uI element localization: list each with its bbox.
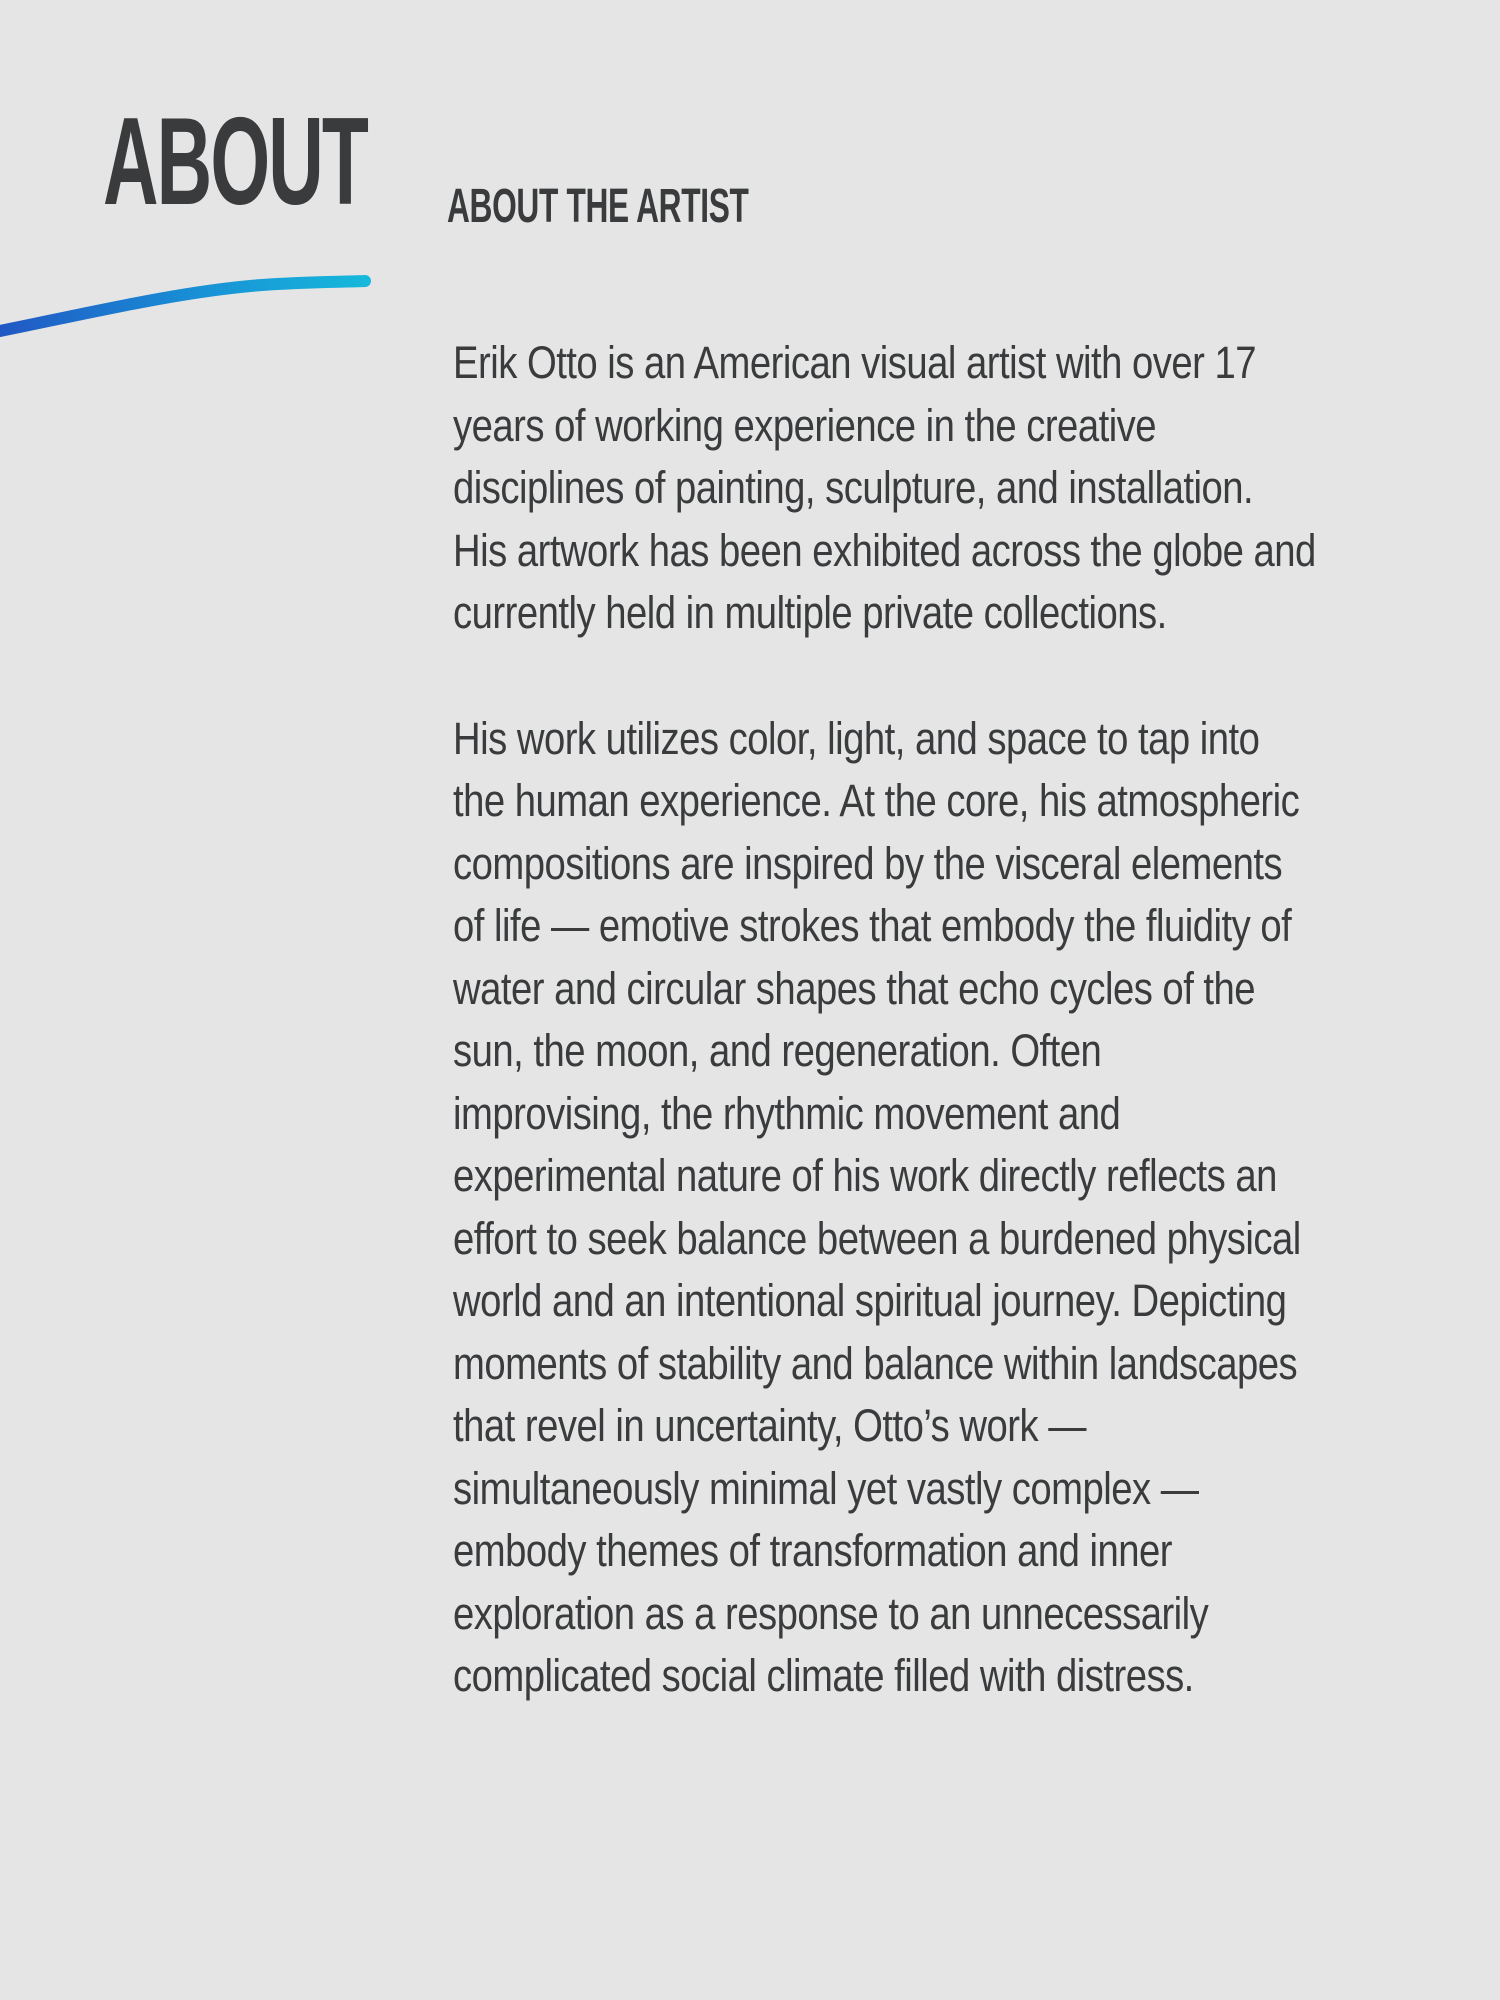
- bio-line: compositions are inspired by the visceral elements: [453, 837, 1283, 889]
- bio-line: His artwork has been exhibited across the globe and: [453, 524, 1316, 576]
- bio-line: effort to seek balance between a burdened physical: [453, 1212, 1301, 1264]
- bio-line: complicated social climate filled with distress.: [453, 1650, 1194, 1701]
- bio-line: currently held in multiple private collections.: [453, 587, 1167, 638]
- bio-line: His work utilizes color, light, and space to tap into: [453, 712, 1260, 764]
- bio-paragraph-2: [453, 708, 1301, 1708]
- bio-line: the human experience. At the core, his atmospheric: [453, 775, 1300, 826]
- bio-line: embody themes of transformation and inner: [453, 1525, 1172, 1576]
- artist-bio: [453, 332, 1316, 1708]
- bio-line: years of working experience in the creative: [453, 399, 1157, 451]
- accent-brush-path: [0, 281, 365, 331]
- bio-line: experimental nature of his work directly reflects an: [453, 1150, 1277, 1201]
- page-title: ABOUT: [103, 93, 368, 231]
- bio-line: improvising, the rhythmic movement and: [453, 1087, 1121, 1139]
- bio-line: world and an intentional spiritual journey. Depicting: [453, 1275, 1287, 1326]
- bio-line: water and circular shapes that echo cycles of the: [453, 962, 1256, 1014]
- bio-line: Erik Otto is an American visual artist with over 17: [453, 337, 1257, 388]
- section-subtitle: ABOUT THE ARTIST: [447, 180, 749, 233]
- bio-line: disciplines of painting, sculpture, and installation.: [453, 462, 1254, 513]
- accent-brush-stroke: [0, 260, 380, 350]
- bio-paragraph-1: [453, 332, 1316, 645]
- bio-line: moments of stability and balance within landscapes: [453, 1337, 1298, 1389]
- bio-line: sun, the moon, and regeneration. Often: [453, 1025, 1102, 1076]
- bio-line: simultaneously minimal yet vastly complex —: [453, 1462, 1199, 1514]
- bio-line: exploration as a response to an unnecessarily: [453, 1587, 1209, 1639]
- paragraph-spacer: [453, 645, 1269, 708]
- bio-line: of life — emotive strokes that embody the fluidity of: [453, 900, 1292, 951]
- bio-line: that revel in uncertainty, Otto’s work —: [453, 1400, 1086, 1451]
